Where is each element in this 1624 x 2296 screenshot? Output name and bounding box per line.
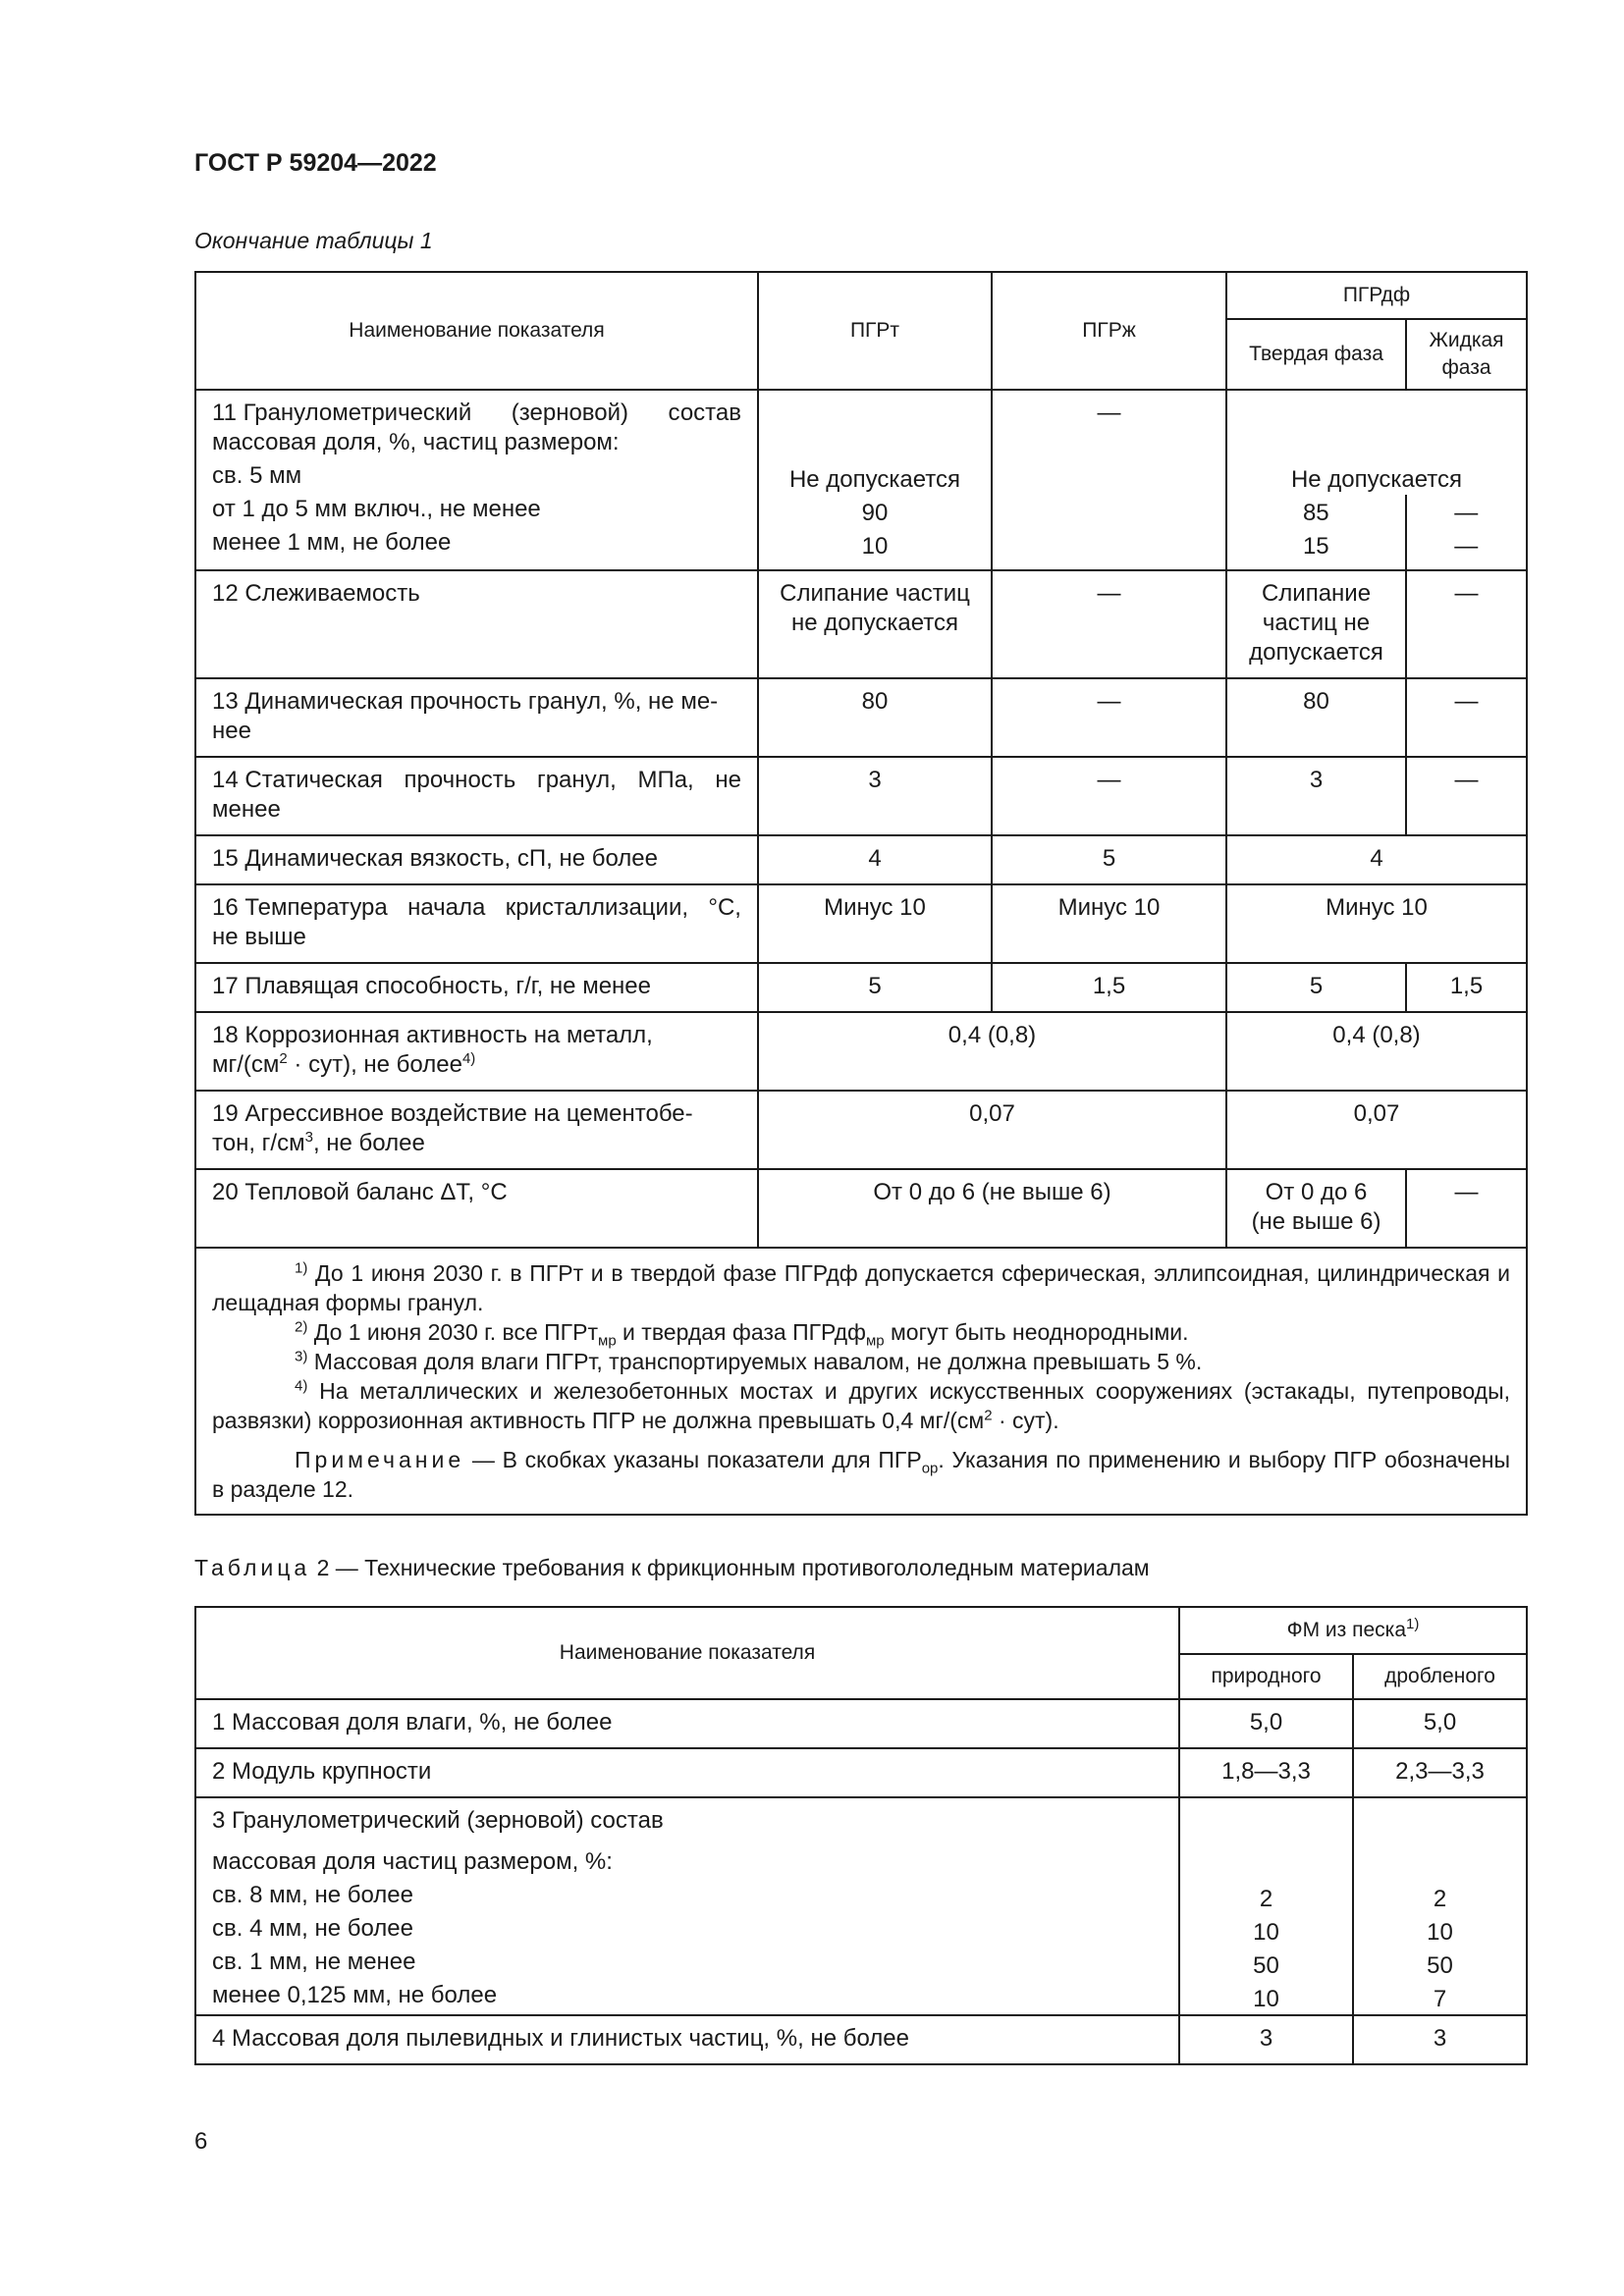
row11-name: 11 Гранулометрический (зерновой) состав массовая доля, %, частиц размером: св. 5 мм от 1 до 5 мм включ., не менее менее 1 мм, не более — [195, 390, 758, 570]
footnote-3: $^{3)}$ Массовая доля влаги ПГРт, транспортируемых навалом, не должна превышать 5 %. — [295, 1348, 1203, 1374]
row16-pgrdf: Минус 10 — [1226, 884, 1527, 963]
header-pgrzh: ПГРж — [992, 272, 1226, 390]
table2 — [194, 1606, 1528, 2065]
footnote-2: $^{2)}$ До 1 июня 2030 г. все ПГРт$_{мр}$ и твердая фаза ПГРдф$_{мр}$ могут быть неоднородными. — [295, 1318, 1189, 1350]
table-row — [195, 1748, 1527, 1797]
table2-caption: Таблица 2 — Технические требования к фрикционным противогололедным материалам — [194, 1555, 1150, 1580]
row13-liquid: — — [1406, 678, 1527, 757]
row15-pgrdf: 4 — [1226, 835, 1527, 884]
footnote-1: $^{1)}$ До 1 июня 2030 г. в ПГРт и в твердой фазе ПГРдф допускается сферическая, эллипсоидная, цилиндрическая и лещадная формы гранул. — [212, 1259, 1511, 1315]
row17-solid: 5 — [1226, 963, 1406, 1012]
row18-pgrt-pgrzh: 0,4 (0,8) — [758, 1012, 1226, 1091]
row20-pgrt-pgrzh: От 0 до 6 (не выше 6) — [758, 1169, 1226, 1248]
table-row — [195, 2015, 1527, 2064]
document-code: ГОСТ Р 59204—2022 — [194, 149, 437, 177]
table-row — [195, 884, 1527, 963]
t2-row4-natural: 3 — [1179, 2015, 1353, 2064]
header-name: Наименование показателя — [195, 272, 758, 390]
t2-row4-name: 4 Массовая доля пылевидных и глинистых частиц, %, не более — [195, 2015, 1179, 2064]
row13-solid: 80 — [1226, 678, 1406, 757]
row20-solid: От 0 до 6 (не выше 6) — [1226, 1169, 1406, 1248]
t2-row3-crushed: 2 10 50 7 — [1353, 1797, 1527, 2015]
t2-header-crushed: дробленого — [1353, 1654, 1527, 1699]
table-row — [195, 835, 1527, 884]
t2-row2-natural: 1,8—3,3 — [1179, 1748, 1353, 1797]
t2-header-name: Наименование показателя — [195, 1607, 1179, 1699]
row11-pgrzh: — — [992, 390, 1226, 570]
table-row — [195, 1091, 1527, 1169]
row11-pgrdf: Не допускается 85 — 15 — — [1226, 390, 1527, 570]
table-row — [195, 757, 1527, 835]
table-row — [195, 390, 1527, 570]
row19-name: 19 Агрессивное воздействие на цементобе- тон, $г/см^3$, не более — [195, 1091, 758, 1169]
row15-pgrzh: 5 — [992, 835, 1226, 884]
table1-caption: Окончание таблицы 1 — [194, 228, 433, 253]
row17-pgrzh: 1,5 — [992, 963, 1226, 1012]
t2-row3-natural: 2 10 50 10 — [1179, 1797, 1353, 2015]
row18-pgrdf: 0,4 (0,8) — [1226, 1012, 1527, 1091]
t2-row3-name: 3 Гранулометрический (зерновой) состав массовая доля частиц размером, %: св. 8 мм, не более св. 4 мм, не более св. 1 мм, не менее менее 0,125 мм, не более — [195, 1797, 1179, 2015]
row12-pgrzh: — — [992, 570, 1226, 678]
table-row — [195, 1797, 1527, 2015]
row13-pgrzh: — — [992, 678, 1226, 757]
t2-row2-name: 2 Модуль крупности — [195, 1748, 1179, 1797]
t2-header-fm: ФМ из песка$^{1)}$ — [1179, 1607, 1527, 1654]
table1-footnotes — [195, 1248, 1527, 1515]
header-liquid-phase: Жидкая фаза — [1406, 319, 1527, 390]
row12-solid: Слипание частиц не допускается — [1226, 570, 1406, 678]
row14-name: 14 Статическая прочность гранул, МПа, не менее — [195, 757, 758, 835]
t2-row1-natural: 5,0 — [1179, 1699, 1353, 1748]
table-row — [195, 1169, 1527, 1248]
footnote-4: $^{4)}$ На металлических и железобетонных мостах и других искусственных сооружениях (эстакады, путепроводы, развязки) коррозионная активность ПГР не должна превышать 0,4 $мг/(см^2 \cdot сут)$. — [212, 1377, 1511, 1433]
t2-row1-name: 1 Массовая доля влаги, %, не более — [195, 1699, 1179, 1748]
table1-note: Примечание — В скобках указаны показатели для $ПГР_{ор}$. Указания по применению и выбору ПГР обозначены в разделе 12. — [212, 1447, 1510, 1502]
table-row — [195, 963, 1527, 1012]
table-row — [195, 570, 1527, 678]
t2-row1-crushed: 5,0 — [1353, 1699, 1527, 1748]
row13-pgrt: 80 — [758, 678, 992, 757]
row12-liquid: — — [1406, 570, 1527, 678]
header-pgrt: ПГРт — [758, 272, 992, 390]
page-number: 6 — [194, 2128, 208, 2155]
table-row — [195, 1699, 1527, 1748]
row19-pgrt-pgrzh: 0,07 — [758, 1091, 1226, 1169]
t2-row2-crushed: 2,3—3,3 — [1353, 1748, 1527, 1797]
row20-liquid: — — [1406, 1169, 1527, 1248]
row17-pgrt: 5 — [758, 963, 992, 1012]
row18-name: 18 Коррозионная активность на металл, $мг/(см^2 \cdot сут)$, не более$^{4)}$ — [195, 1012, 758, 1091]
row20-name: 20 Тепловой баланс ΔТ, °С — [195, 1169, 758, 1248]
t2-header-natural: природного — [1179, 1654, 1353, 1699]
row19-pgrdf: 0,07 — [1226, 1091, 1527, 1169]
row14-pgrt: 3 — [758, 757, 992, 835]
header-pgrdf: ПГРдф — [1226, 272, 1527, 319]
row14-liquid: — — [1406, 757, 1527, 835]
row12-pgrt: Слипание частиц не допускается — [758, 570, 992, 678]
row13-name: 13 Динамическая прочность гранул, %, не ме- нее — [195, 678, 758, 757]
row15-name: 15 Динамическая вязкость, сП, не более — [195, 835, 758, 884]
row16-name: 16 Температура начала кристаллизации, °С, не выше — [195, 884, 758, 963]
row16-pgrt: Минус 10 — [758, 884, 992, 963]
t2-row4-crushed: 3 — [1353, 2015, 1527, 2064]
row11-pgrt: Не допускается 90 10 — [758, 390, 992, 570]
row12-name: 12 Слеживаемость — [195, 570, 758, 678]
row14-solid: 3 — [1226, 757, 1406, 835]
table-row — [195, 678, 1527, 757]
row17-liquid: 1,5 — [1406, 963, 1527, 1012]
row16-pgrzh: Минус 10 — [992, 884, 1226, 963]
table-row — [195, 1012, 1527, 1091]
header-solid-phase: Твердая фаза — [1226, 319, 1406, 390]
row15-pgrt: 4 — [758, 835, 992, 884]
table1 — [194, 271, 1528, 1516]
row14-pgrzh: — — [992, 757, 1226, 835]
row17-name: 17 Плавящая способность, г/г, не менее — [195, 963, 758, 1012]
